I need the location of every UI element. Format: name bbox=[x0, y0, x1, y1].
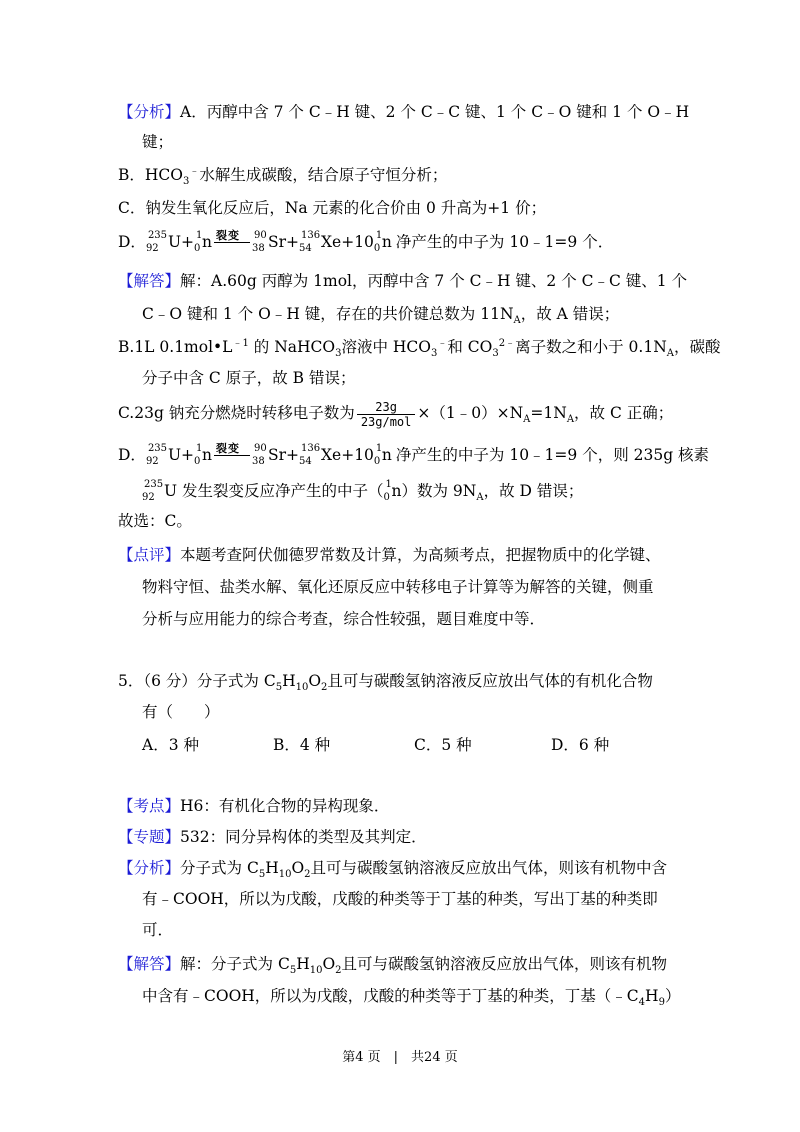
text: n bbox=[202, 233, 212, 251]
text: H bbox=[296, 955, 310, 973]
nuclide-prefix bbox=[384, 480, 392, 502]
text: U+ bbox=[167, 233, 194, 251]
text: U 发生裂变反应净产生的中子（ bbox=[164, 482, 384, 500]
atomic-number: 92 bbox=[145, 243, 159, 254]
text: 且可与碳酸氢钠溶液反应放出气体，则该有机物中含 bbox=[310, 859, 668, 877]
fraction-denominator: 23g/mol bbox=[360, 414, 412, 429]
q4-answer-b-line-2 bbox=[142, 367, 355, 389]
nuclide-prefix bbox=[145, 443, 168, 467]
q5-stem-line-1 bbox=[118, 670, 653, 692]
nuclide-prefix bbox=[194, 231, 202, 253]
q4-analysis-c bbox=[118, 197, 546, 219]
text: 有（ ） bbox=[142, 703, 220, 721]
analysis-tag: 【分析】 bbox=[118, 859, 181, 877]
text: =1N bbox=[530, 404, 567, 422]
mass-number: 90 bbox=[253, 230, 267, 241]
text: B．HCO bbox=[118, 166, 183, 184]
text: 解：A.60g 丙醇为 1mol，丙醇中含 7 个 C﹣H 键、2 个 C﹣C 键、1 个 bbox=[180, 272, 688, 290]
option-b bbox=[273, 733, 330, 755]
text: 分析与应用能力的综合考查，综合性较强，题目难度中等． bbox=[142, 610, 546, 628]
atomic-number: 54 bbox=[299, 456, 312, 467]
text: D． bbox=[118, 446, 146, 464]
subscript: A bbox=[566, 414, 575, 426]
arrow-label: 裂变 bbox=[215, 442, 240, 455]
q4-answer-b bbox=[118, 336, 721, 358]
answer-tag: 【解答】 bbox=[118, 272, 181, 290]
text: 物料守恒、盐类水解、氧化还原反应中转移电子计算等为解答的关键，侧重 bbox=[142, 578, 654, 596]
nuclide-prefix bbox=[252, 231, 268, 253]
q5-kaodian bbox=[118, 795, 389, 817]
text: U+ bbox=[167, 446, 194, 464]
q4-comment-line-1 bbox=[118, 544, 661, 566]
q5-stem-line-2 bbox=[142, 701, 220, 723]
nuclide-prefix bbox=[145, 230, 168, 254]
mass-number: 235 bbox=[144, 479, 164, 490]
q4-analysis-d-equation bbox=[118, 231, 613, 253]
text: A．3 种 bbox=[142, 736, 199, 754]
mass-number: 1 bbox=[196, 230, 203, 241]
arrow-line bbox=[214, 242, 250, 243]
mass-number: 90 bbox=[253, 443, 267, 454]
text: A．丙醇中含 7 个 C﹣H 键、2 个 C﹣C 键、1 个 C﹣O 键和 1 个 O﹣H bbox=[180, 103, 690, 121]
text: ×（1﹣0）×N bbox=[417, 404, 524, 422]
text: 且可与碳酸氢钠溶液反应放出气体的有机化合物 bbox=[327, 672, 653, 690]
mass-number: 1 bbox=[375, 230, 383, 241]
subscript: 5 bbox=[258, 869, 266, 881]
text: n bbox=[381, 446, 392, 464]
text: n）数为 9N bbox=[391, 482, 477, 500]
arrow-label: 裂变 bbox=[215, 229, 240, 242]
nuclide-prefix bbox=[374, 444, 382, 466]
text: 中含有﹣COOH，所以为戊酸，戊酸的种类等于丁基的种类，丁基（﹣C bbox=[142, 987, 639, 1005]
text: 且可与碳酸氢钠溶液反应放出气体，则该有机物 bbox=[341, 955, 668, 973]
text: 分子式为 C bbox=[180, 859, 259, 877]
q5-analysis-line-3 bbox=[142, 919, 173, 941]
text: 532：同分异构体的类型及其判定． bbox=[180, 828, 427, 846]
reaction-arrow bbox=[212, 444, 252, 466]
text: 和 CO bbox=[447, 338, 493, 356]
q4-comment-line-2 bbox=[142, 576, 654, 598]
nuclide-prefix bbox=[252, 444, 268, 466]
subscript: 3 bbox=[431, 348, 438, 360]
q4-analysis-line-1 bbox=[118, 101, 689, 123]
mass-number: 235 bbox=[147, 443, 168, 454]
superscript: ﹣ bbox=[437, 337, 448, 349]
text: Sr+ bbox=[267, 446, 299, 464]
text: C.23g 钠充分燃烧时转移电子数为 bbox=[118, 404, 355, 422]
text: Sr+ bbox=[267, 233, 299, 251]
text: 有﹣COOH，所以为戊酸，戊酸的种类等于丁基的种类，写出丁基的种类即 bbox=[142, 890, 658, 908]
q5-answer-line-2 bbox=[142, 985, 680, 1007]
atomic-number: 92 bbox=[142, 492, 155, 503]
text: 净产生的中子为 10﹣1=9 个，则 235g 核素 bbox=[395, 446, 710, 464]
nuclide-prefix bbox=[299, 231, 321, 253]
q4-answer-line-2 bbox=[142, 303, 619, 325]
text: O bbox=[291, 859, 305, 877]
subscript: A bbox=[666, 348, 674, 360]
text: Xe+10 bbox=[321, 446, 374, 464]
atomic-number: 0 bbox=[373, 243, 381, 254]
mass-number: 1 bbox=[385, 479, 392, 490]
subscript: 5 bbox=[289, 965, 297, 977]
nuclide-prefix bbox=[299, 444, 321, 466]
subscript: 5 bbox=[275, 682, 283, 694]
text: 本题考查阿伏伽德罗常数及计算，为高频考点，把握物质中的化学键、 bbox=[180, 546, 661, 564]
q4-comment-line-3 bbox=[142, 608, 545, 630]
subscript: 10 bbox=[295, 682, 309, 694]
q4-analysis-line-2 bbox=[142, 131, 173, 153]
comment-tag: 【点评】 bbox=[118, 546, 181, 564]
text: 分子中含 C 原子，故 B 错误； bbox=[142, 369, 356, 387]
subscript: 9 bbox=[658, 997, 665, 1009]
mass-number: 235 bbox=[147, 230, 168, 241]
mass-number: 1 bbox=[196, 443, 203, 454]
atomic-number: 38 bbox=[251, 243, 265, 254]
text: H bbox=[282, 672, 296, 690]
mass-number: 1 bbox=[375, 443, 383, 454]
text: C﹣O 键和 1 个 O﹣H 键，存在的共价键总数为 11N bbox=[142, 305, 514, 323]
q4-answer-d-equation bbox=[118, 444, 709, 466]
q4-answer-d-line-2 bbox=[142, 480, 583, 502]
text: H6：有机化合物的异构现象． bbox=[180, 797, 390, 815]
text: n bbox=[202, 446, 212, 464]
q5-analysis-line-1 bbox=[118, 857, 667, 879]
subscript: 10 bbox=[309, 965, 323, 977]
kaodian-tag: 【考点】 bbox=[118, 797, 181, 815]
analysis-tag: 【分析】 bbox=[118, 103, 181, 121]
subscript: 3 bbox=[492, 348, 499, 360]
text: ，故 A 错误； bbox=[520, 305, 620, 323]
option-d bbox=[551, 733, 609, 755]
answer-tag: 【解答】 bbox=[118, 955, 181, 973]
text: 故选：C。 bbox=[118, 512, 192, 530]
fraction-numerator: 23g bbox=[357, 400, 416, 415]
text: n bbox=[381, 233, 392, 251]
subscript: 2 bbox=[321, 682, 328, 694]
subscript: 3 bbox=[182, 176, 190, 188]
page-footer: 第4 页 | 共24 页 bbox=[342, 1050, 458, 1065]
text: 可． bbox=[142, 921, 174, 939]
mass-number: 136 bbox=[301, 230, 321, 241]
text: ，故 C 正确； bbox=[574, 404, 674, 422]
text: Xe+10 bbox=[321, 233, 374, 251]
q4-choose bbox=[118, 510, 192, 532]
q5-zhuanti bbox=[118, 826, 427, 848]
mass-number: 136 bbox=[301, 443, 321, 454]
atomic-number: 0 bbox=[194, 243, 201, 254]
text: 键； bbox=[142, 133, 174, 151]
text: H bbox=[645, 987, 659, 1005]
text: 解：分子式为 C bbox=[180, 955, 290, 973]
subscript: 4 bbox=[638, 997, 646, 1009]
text: 离子数之和小于 0.1N bbox=[515, 338, 667, 356]
subscript: 2 bbox=[335, 965, 342, 977]
atomic-number: 0 bbox=[383, 492, 390, 503]
text: 净产生的中子为 10﹣1=9 个． bbox=[395, 233, 614, 251]
subscript: A bbox=[513, 315, 521, 327]
atomic-number: 0 bbox=[373, 456, 381, 467]
text: 溶液中 HCO bbox=[341, 338, 431, 356]
text: H bbox=[265, 859, 279, 877]
reaction-arrow bbox=[212, 231, 252, 253]
subscript: 3 bbox=[335, 348, 342, 360]
fraction bbox=[357, 400, 416, 429]
atomic-number: 38 bbox=[251, 456, 265, 467]
arrow-line bbox=[214, 455, 250, 456]
text: O bbox=[322, 955, 336, 973]
q5-analysis-line-2 bbox=[142, 888, 658, 910]
text: 水解生成碳酸，结合原子守恒分析； bbox=[199, 166, 448, 184]
nuclide-prefix bbox=[374, 231, 382, 253]
subscript: A bbox=[476, 492, 484, 504]
text: O bbox=[308, 672, 322, 690]
text: ） bbox=[664, 987, 681, 1005]
superscript: 2﹣ bbox=[498, 337, 516, 349]
text: 5．（6 分）分子式为 C bbox=[118, 672, 276, 690]
q5-answer-line-1 bbox=[118, 953, 667, 975]
text: B．4 种 bbox=[273, 736, 331, 754]
text: C．钠发生氧化反应后，Na 元素的化合价由 0 升高为+1 价； bbox=[118, 199, 547, 217]
subscript: A bbox=[523, 414, 531, 426]
q4-answer-c bbox=[118, 395, 673, 431]
text: C．5 种 bbox=[414, 736, 472, 754]
atomic-number: 92 bbox=[145, 456, 159, 467]
subscript: 10 bbox=[278, 869, 292, 881]
atomic-number: 54 bbox=[299, 243, 312, 254]
atomic-number: 0 bbox=[194, 456, 201, 467]
text: D．6 种 bbox=[551, 736, 610, 754]
text: D． bbox=[118, 233, 146, 251]
option-a bbox=[142, 733, 199, 755]
nuclide-prefix bbox=[194, 444, 202, 466]
q4-analysis-b bbox=[118, 164, 447, 186]
nuclide-prefix bbox=[142, 479, 164, 503]
zhuanti-tag: 【专题】 bbox=[118, 828, 181, 846]
text: B.1L 0.1mol•L bbox=[118, 338, 233, 356]
superscript: ﹣ bbox=[189, 165, 200, 177]
subscript: 2 bbox=[304, 869, 311, 881]
option-c bbox=[414, 733, 472, 755]
text: ，故 D 错误； bbox=[483, 482, 584, 500]
superscript: ﹣1 bbox=[232, 337, 249, 349]
text: 的 NaHCO bbox=[248, 338, 336, 356]
q4-answer-line-1 bbox=[118, 270, 687, 292]
text: ，碳酸 bbox=[674, 338, 721, 356]
